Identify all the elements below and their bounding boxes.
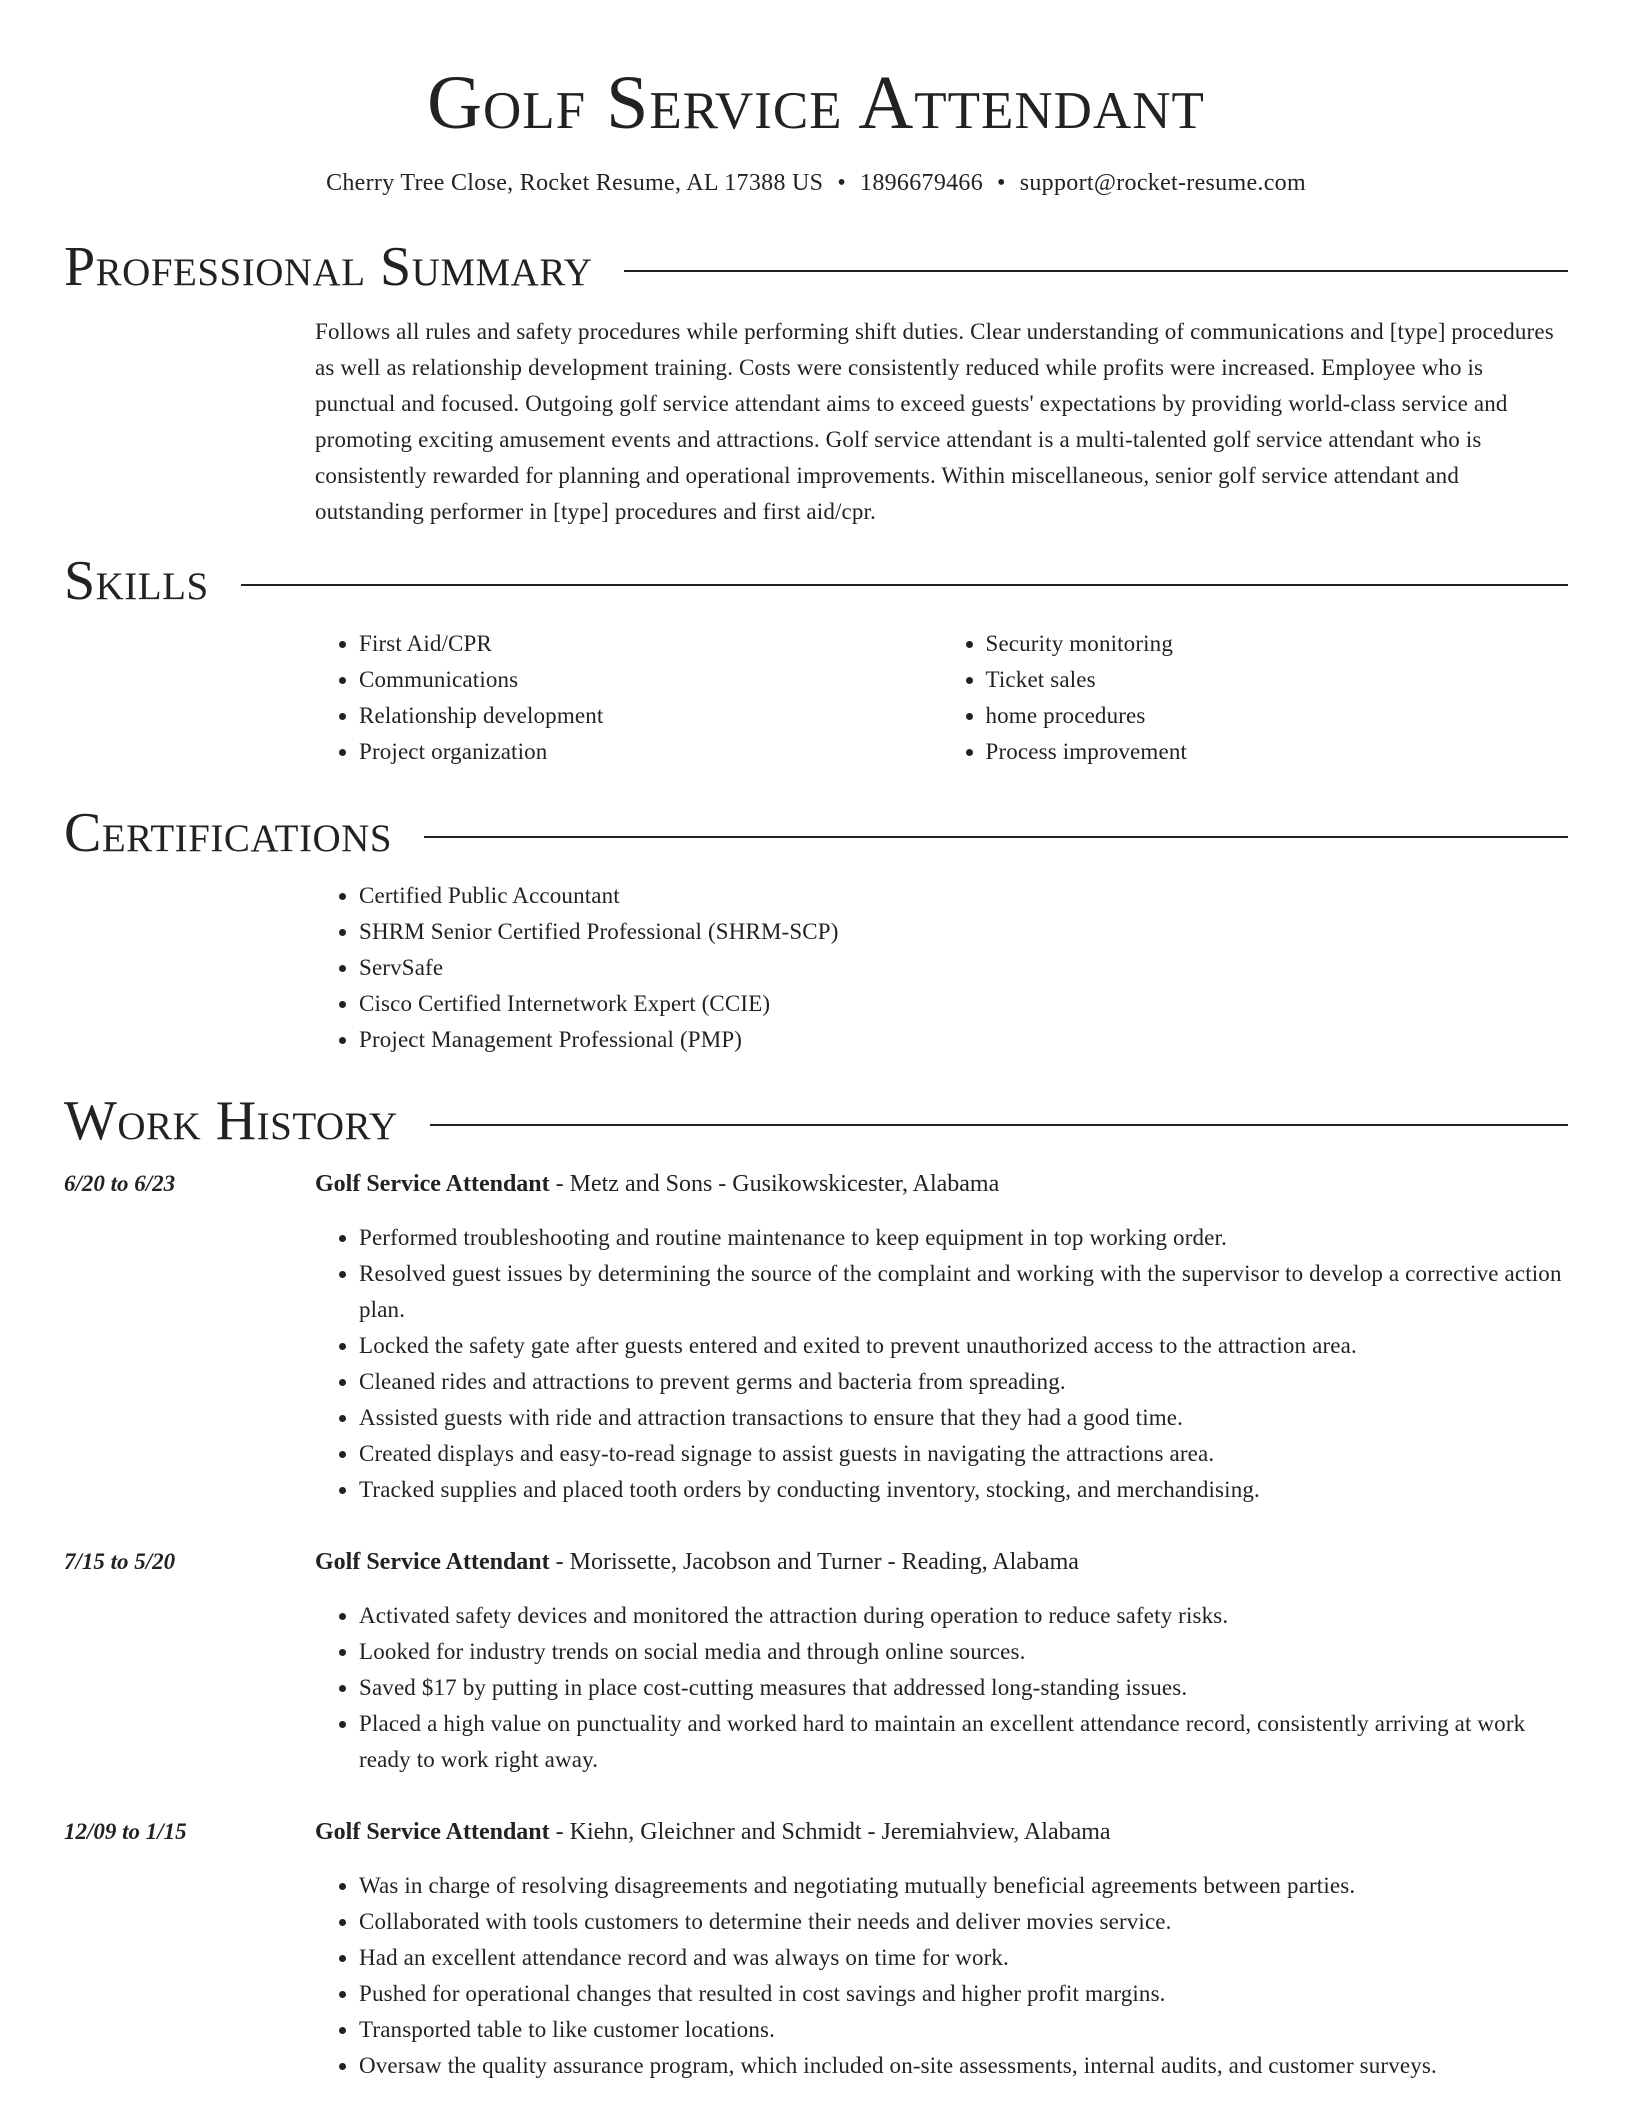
job-heading xyxy=(315,1814,1568,1850)
skill-item: • Relationship development xyxy=(359,698,942,734)
job-bullet: • Saved $17 by putting in place cost-cutting measures that addressed long-standing issues. xyxy=(359,1670,1568,1706)
job-bullet: • Created displays and easy-to-read signage to assist guests in navigating the attractions area. xyxy=(359,1436,1568,1472)
job-title: Golf Service Attendant xyxy=(315,1819,550,1845)
job-employer: - Metz and Sons - Gusikowskicester, Alabama xyxy=(549,1171,1000,1197)
job-bullet: • Performed troubleshooting and routine maintenance to keep equipment in top working order. xyxy=(359,1220,1568,1256)
job-bullet: • Collaborated with tools customers to determine their needs and deliver movies service. xyxy=(359,1904,1568,1940)
skill-item: • First Aid/CPR xyxy=(359,626,942,662)
job-heading xyxy=(315,1166,1568,1202)
skill-item: • Process improvement xyxy=(986,734,1569,770)
certification-item: • ServSafe xyxy=(359,950,1568,986)
job-body xyxy=(315,1814,1568,2084)
section-title-certifications: Certifications xyxy=(64,802,393,864)
summary-text: Follows all rules and safety procedures while performing shift duties. Clear understanding of communications and [type] procedures as well as relationship development training. Costs were consistently reduced while profits were increased. Employee who is punctual and focused. Outgoing golf service attendant aims to exceed guests' expectations by providing world-class service and promoting exciting amusement events and attractions. Golf service attendant is a multi-talented golf service attendant who is consistently rewarded for planning and operational improvements. Within miscellaneous, senior golf service attendant and outstanding performer in [type] procedures and first aid/cpr. xyxy=(315,319,1554,524)
job-bullet: • Resolved guest issues by determining the source of the complaint and working with the supervisor to develop a corrective action plan. xyxy=(359,1256,1568,1328)
job-bullet: • Pushed for operational changes that resulted in cost savings and higher profit margins. xyxy=(359,1976,1568,2012)
certification-item: • SHRM Senior Certified Professional (SHRM-SCP) xyxy=(359,914,1568,950)
job-bullets xyxy=(315,1868,1568,2084)
job-dates: 12/09 to 1/15 xyxy=(64,1819,187,1844)
job-bullet: • Activated safety devices and monitored the attraction during operation to reduce safety risks. xyxy=(359,1598,1568,1634)
contact-separator: • xyxy=(837,170,847,196)
job-bullet: • Locked the safety gate after guests entered and exited to prevent unauthorized access to the attraction area. xyxy=(359,1328,1568,1364)
job-bullet: • Oversaw the quality assurance program, which included on-site assessments, internal audits, and customer surveys. xyxy=(359,2048,1568,2084)
skill-item: • home procedures xyxy=(986,698,1569,734)
contact-address: Cherry Tree Close, Rocket Resume, AL 17388 US xyxy=(326,170,824,196)
contact-phone: 1896679466 xyxy=(860,170,984,196)
job-bullet: • Placed a high value on punctuality and worked hard to maintain an excellent attendance record, consistently arriving at work ready to work right away. xyxy=(359,1706,1568,1778)
job-bullet: • Transported table to like customer locations. xyxy=(359,2012,1568,2048)
certification-item: • Cisco Certified Internetwork Expert (CCIE) xyxy=(359,986,1568,1022)
job-bullet: • Had an excellent attendance record and was always on time for work. xyxy=(359,1940,1568,1976)
skill-item: • Security monitoring xyxy=(986,626,1569,662)
job-bullet: • Assisted guests with ride and attraction transactions to ensure that they had a good time. xyxy=(359,1400,1568,1436)
job-entry xyxy=(64,1544,1568,1778)
job-bullets xyxy=(315,1220,1568,1508)
certification-item: • Certified Public Accountant xyxy=(359,878,1568,914)
section-divider xyxy=(424,836,1568,838)
job-body xyxy=(315,1544,1568,1778)
summary-block xyxy=(315,314,1568,530)
section-title-work-history: Work History xyxy=(64,1090,398,1152)
section-divider xyxy=(624,270,1568,272)
job-title: Golf Service Attendant xyxy=(315,1549,550,1575)
section-header-work-history xyxy=(64,1088,1568,1154)
job-bullet: • Cleaned rides and attractions to prevent germs and bacteria from spreading. xyxy=(359,1364,1568,1400)
skill-item: • Communications xyxy=(359,662,942,698)
section-title-summary: Professional Summary xyxy=(64,236,593,298)
job-bullet: • Was in charge of resolving disagreements and negotiating mutually beneficial agreements between parties. xyxy=(359,1868,1568,1904)
job-employer: - Kiehn, Gleichner and Schmidt - Jeremiahview, Alabama xyxy=(549,1819,1111,1845)
section-title-skills: Skills xyxy=(64,550,209,612)
job-body xyxy=(315,1166,1568,1508)
job-bullet: • Tracked supplies and placed tooth orders by conducting inventory, stocking, and merchandising. xyxy=(359,1472,1568,1508)
job-entry xyxy=(64,1166,1568,1508)
certifications-list xyxy=(315,878,1568,1058)
job-dates: 7/15 to 5/20 xyxy=(64,1549,176,1574)
contact-separator: • xyxy=(997,170,1006,196)
section-header-certifications xyxy=(64,800,1568,866)
contact-line xyxy=(64,168,1568,198)
job-dates: 6/20 to 6/23 xyxy=(64,1171,176,1196)
resume-name-title: Golf Service Attendant xyxy=(427,61,1205,145)
job-bullets xyxy=(315,1598,1568,1778)
section-divider xyxy=(430,1124,1568,1126)
skills-column-right xyxy=(942,626,1569,770)
job-employer: - Morissette, Jacobson and Turner - Reading, Alabama xyxy=(549,1549,1079,1575)
skills-column-left xyxy=(315,626,942,770)
job-entry xyxy=(64,1814,1568,2084)
section-header-skills xyxy=(64,548,1568,614)
job-bullet: • Looked for industry trends on social media and through online sources. xyxy=(359,1634,1568,1670)
skill-item: • Ticket sales xyxy=(986,662,1569,698)
skill-item: • Project organization xyxy=(359,734,942,770)
section-header-summary xyxy=(64,234,1568,300)
resume-page xyxy=(64,0,1568,2084)
skills-list xyxy=(315,626,1568,770)
section-divider xyxy=(241,584,1568,586)
job-heading xyxy=(315,1544,1568,1580)
job-title: Golf Service Attendant xyxy=(315,1171,550,1197)
certification-item: • Project Management Professional (PMP) xyxy=(359,1022,1568,1058)
contact-email: support@rocket-resume.com xyxy=(1019,170,1306,196)
